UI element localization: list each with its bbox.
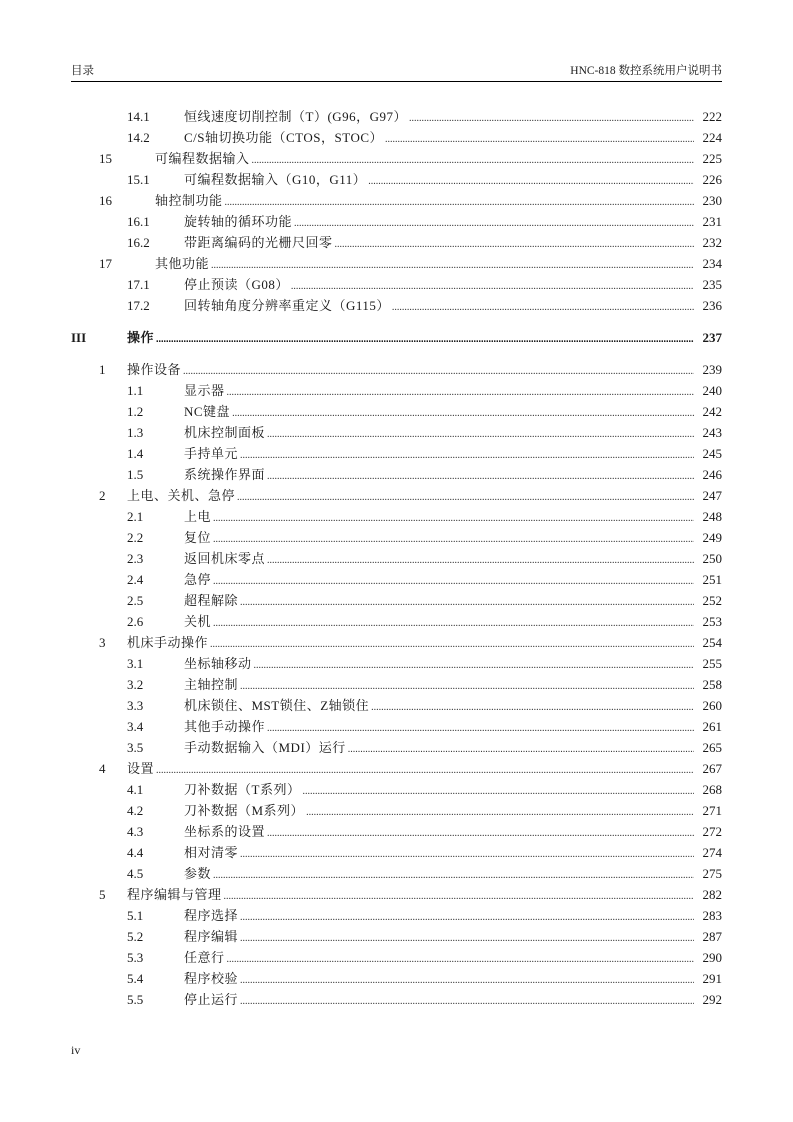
toc-entry-title-wrap <box>184 506 694 529</box>
toc-entry-title-wrap <box>184 169 694 192</box>
toc-entry-number: 3.5 <box>127 740 144 755</box>
toc-dot-leader <box>227 382 694 403</box>
toc-entry-title-wrap <box>184 380 694 403</box>
toc-entry-number: 5.5 <box>127 992 144 1007</box>
toc-entry-title-wrap <box>184 863 694 886</box>
toc-entry-page: 242 <box>702 404 722 419</box>
toc-section-entry[interactable] <box>71 422 722 443</box>
toc-entry-title: 程序编辑与管理 <box>127 884 224 905</box>
toc-dot-leader <box>306 802 694 823</box>
toc-entry-title-wrap <box>184 737 694 760</box>
toc-entry-title: 坐标系的设置 <box>184 821 267 842</box>
toc-entry-page: 274 <box>702 845 722 860</box>
toc-dot-leader <box>213 529 694 550</box>
toc-entry-title-wrap <box>184 548 694 571</box>
toc-entry-title: 操作设备 <box>127 359 183 380</box>
toc-entry-title: 机床锁住、MST锁住、Z轴锁住 <box>184 695 371 716</box>
toc-section-entry[interactable] <box>71 274 722 295</box>
toc-entry-number: 1.2 <box>127 404 144 419</box>
toc-dot-leader <box>240 445 694 466</box>
toc-entry-number: 3.4 <box>127 719 144 734</box>
toc-entry-title: 坐标轴移动 <box>184 653 254 674</box>
toc-entry-page: 247 <box>702 488 722 503</box>
toc-entry-title: 操作 <box>127 327 156 348</box>
toc-section-entry[interactable] <box>71 548 722 569</box>
toc-dot-leader <box>392 297 694 318</box>
toc-entry-title-wrap <box>184 800 694 823</box>
toc-entry-title: 其他功能 <box>155 253 211 274</box>
toc-entry-title: 手持单元 <box>184 443 240 464</box>
toc-entry-title-wrap <box>184 611 694 634</box>
toc-dot-leader <box>210 634 694 655</box>
toc-entry-title-wrap <box>184 905 694 928</box>
toc-dot-leader <box>213 571 694 592</box>
toc-entry-number: 4.5 <box>127 866 144 881</box>
toc-entry-page: 272 <box>702 824 722 839</box>
toc-entry-page: 258 <box>702 677 722 692</box>
toc-section-entry[interactable] <box>71 506 722 527</box>
toc-entry-page: 224 <box>702 130 722 145</box>
toc-entry-title: 其他手动操作 <box>184 716 267 737</box>
toc-entry-title: 超程解除 <box>184 590 240 611</box>
toc-section-entry[interactable] <box>71 737 722 758</box>
toc-entry-title: 带距离编码的光栅尺回零 <box>184 232 335 253</box>
toc-entry-page: 234 <box>702 256 722 271</box>
toc-entry-number: 17 <box>99 256 112 271</box>
toc-dot-leader <box>409 108 694 129</box>
toc-entry-number: 5.4 <box>127 971 144 986</box>
toc-entry-title: NC键盘 <box>184 401 232 422</box>
toc-section-entry[interactable] <box>71 211 722 232</box>
toc-entry-page: 290 <box>702 950 722 965</box>
toc-entry-title: 上电 <box>184 506 213 527</box>
toc-entry-number: 16 <box>99 193 112 208</box>
toc-dot-leader <box>156 329 694 350</box>
toc-entry-page: 248 <box>702 509 722 524</box>
toc-entry-title: 刀补数据（T系列） <box>184 779 302 800</box>
toc-section-entry[interactable] <box>71 674 722 695</box>
toc-entry-title-wrap <box>127 359 694 382</box>
toc-chapter-entry[interactable] <box>71 359 722 380</box>
toc-entry-page: 253 <box>702 614 722 629</box>
toc-section-entry[interactable] <box>71 169 722 190</box>
toc-chapter-entry[interactable] <box>71 884 722 905</box>
toc-entry-title-wrap <box>184 464 694 487</box>
toc-dot-leader <box>368 171 694 192</box>
toc-dot-leader <box>232 403 694 424</box>
toc-entry-title-wrap <box>184 590 694 613</box>
toc-dot-leader <box>156 760 694 781</box>
toc-entry-page: 245 <box>702 446 722 461</box>
toc-dot-leader <box>225 192 694 213</box>
toc-entry-page: 291 <box>702 971 722 986</box>
toc-dot-leader <box>294 213 694 234</box>
toc-entry-page: 252 <box>702 593 722 608</box>
toc-entry-title-wrap <box>184 989 694 1012</box>
toc-entry-title-wrap <box>184 653 694 676</box>
toc-entry-title: 复位 <box>184 527 213 548</box>
toc-dot-leader <box>335 234 694 255</box>
toc-entry-title: 参数 <box>184 863 213 884</box>
toc-entry-number: 14.1 <box>127 109 150 124</box>
toc-dot-leader <box>371 697 694 718</box>
toc-entry-number: 4.1 <box>127 782 144 797</box>
toc-entry-title: C/S轴切换功能（CTOS，STOC） <box>184 127 385 148</box>
toc-entry-number: 5.3 <box>127 950 144 965</box>
toc-entry-title-wrap <box>184 106 694 129</box>
toc-entry-number: 14.2 <box>127 130 150 145</box>
toc-entry-title: 手动数据输入（MDI）运行 <box>184 737 348 758</box>
toc-section-entry[interactable] <box>71 947 722 968</box>
toc-section-entry[interactable] <box>71 611 722 632</box>
toc-part-entry[interactable] <box>71 327 722 348</box>
toc-section-entry[interactable] <box>71 106 722 127</box>
toc-entry-title: 可编程数据输入 <box>155 148 252 169</box>
toc-entry-number: 3.1 <box>127 656 144 671</box>
toc-entry-number: 15 <box>99 151 112 166</box>
toc-chapter-entry[interactable] <box>71 632 722 653</box>
toc-entry-page: 240 <box>702 383 722 398</box>
toc-section-entry[interactable] <box>71 968 722 989</box>
toc-entry-number: 1.1 <box>127 383 144 398</box>
toc-section-entry[interactable] <box>71 926 722 947</box>
toc-entry-number: 2.1 <box>127 509 144 524</box>
toc-section-entry[interactable] <box>71 127 722 148</box>
toc-section-entry[interactable] <box>71 653 722 674</box>
toc-entry-number: 3 <box>99 635 106 650</box>
toc-entry-title-wrap <box>184 926 694 949</box>
toc-entry-number: 1 <box>99 362 106 377</box>
toc-dot-leader <box>237 487 694 508</box>
toc-dot-leader <box>211 255 694 276</box>
toc-entry-title: 程序校验 <box>184 968 240 989</box>
toc-entry-title: 任意行 <box>184 947 227 968</box>
toc-entry-page: 235 <box>702 277 722 292</box>
toc-entry-title-wrap <box>184 569 694 592</box>
toc-section-entry[interactable] <box>71 716 722 737</box>
toc-dot-leader <box>252 150 694 171</box>
toc-entry-number: 2.2 <box>127 530 144 545</box>
toc-entry-page: 226 <box>702 172 722 187</box>
toc-entry-title-wrap <box>184 274 694 297</box>
toc-entry-number: 3.3 <box>127 698 144 713</box>
toc-entry-title: 相对清零 <box>184 842 240 863</box>
toc-entry-page: 249 <box>702 530 722 545</box>
toc-dot-leader <box>240 970 694 991</box>
toc-entry-title: 机床控制面板 <box>184 422 267 443</box>
toc-section-entry[interactable] <box>71 800 722 821</box>
toc-entry-title-wrap <box>184 947 694 970</box>
toc-entry-title: 关机 <box>184 611 213 632</box>
toc-entry-title: 系统操作界面 <box>184 464 267 485</box>
toc-section-entry[interactable] <box>71 569 722 590</box>
toc-dot-leader <box>291 276 694 297</box>
toc-entry-number: 17.1 <box>127 277 150 292</box>
toc-entry-number: 16.1 <box>127 214 150 229</box>
toc-section-entry[interactable] <box>71 443 722 464</box>
toc-entry-title-wrap <box>184 211 694 234</box>
toc-entry-page: 282 <box>702 887 722 902</box>
toc-entry-number: 5.1 <box>127 908 144 923</box>
toc-entry-title-wrap <box>184 695 694 718</box>
toc-dot-leader <box>385 129 694 150</box>
toc-entry-number: 4.2 <box>127 803 144 818</box>
toc-entry-number: 4.3 <box>127 824 144 839</box>
page-header <box>71 62 722 82</box>
toc-section-entry[interactable] <box>71 695 722 716</box>
toc-entry-title: 停止运行 <box>184 989 240 1010</box>
toc-dot-leader <box>267 718 694 739</box>
table-of-contents <box>71 106 722 1010</box>
toc-dot-leader <box>267 823 694 844</box>
toc-entry-title: 旋转轴的循环功能 <box>184 211 294 232</box>
toc-entry-title-wrap <box>184 842 694 865</box>
toc-entry-page: 283 <box>702 908 722 923</box>
toc-dot-leader <box>213 865 694 886</box>
toc-chapter-entry[interactable] <box>71 190 722 211</box>
toc-entry-title-wrap <box>184 779 694 802</box>
toc-entry-number: 1.3 <box>127 425 144 440</box>
toc-entry-title-wrap <box>184 716 694 739</box>
toc-entry-title-wrap <box>127 485 694 508</box>
toc-entry-title-wrap <box>184 443 694 466</box>
toc-entry-page: 265 <box>702 740 722 755</box>
toc-entry-title-wrap <box>184 422 694 445</box>
toc-dot-leader <box>213 508 694 529</box>
toc-entry-title-wrap <box>184 295 694 318</box>
header-section-title: 目录 <box>71 65 94 77</box>
toc-entry-page: 239 <box>702 362 722 377</box>
toc-dot-leader <box>267 466 694 487</box>
toc-section-entry[interactable] <box>71 232 722 253</box>
toc-entry-title: 刀补数据（M系列） <box>184 800 306 821</box>
toc-entry-title-wrap <box>184 232 694 255</box>
toc-dot-leader <box>240 844 694 865</box>
toc-dot-leader <box>267 424 694 445</box>
toc-entry-title-wrap <box>184 127 694 150</box>
toc-entry-page: 237 <box>702 330 722 345</box>
toc-entry-title: 急停 <box>184 569 213 590</box>
toc-dot-leader <box>240 928 694 949</box>
toc-entry-page: 230 <box>702 193 722 208</box>
toc-entry-page: 246 <box>702 467 722 482</box>
toc-entry-title-wrap <box>184 527 694 550</box>
toc-section-entry[interactable] <box>71 590 722 611</box>
toc-entry-number: 2.4 <box>127 572 144 587</box>
toc-chapter-entry[interactable] <box>71 148 722 169</box>
toc-entry-number: 1.4 <box>127 446 144 461</box>
toc-entry-number: III <box>71 330 87 345</box>
toc-section-entry[interactable] <box>71 821 722 842</box>
toc-entry-page: 231 <box>702 214 722 229</box>
toc-entry-page: 222 <box>702 109 722 124</box>
toc-entry-page: 287 <box>702 929 722 944</box>
toc-section-entry[interactable] <box>71 779 722 800</box>
toc-entry-title-wrap <box>184 401 694 424</box>
toc-entry-number: 2.5 <box>127 593 144 608</box>
toc-entry-title: 程序选择 <box>184 905 240 926</box>
toc-entry-number: 4 <box>99 761 106 776</box>
toc-entry-title: 程序编辑 <box>184 926 240 947</box>
toc-entry-page: 255 <box>702 656 722 671</box>
toc-entry-page: 271 <box>702 803 722 818</box>
toc-section-entry[interactable] <box>71 842 722 863</box>
toc-section-entry[interactable] <box>71 295 722 316</box>
toc-entry-number: 5.2 <box>127 929 144 944</box>
toc-entry-title-wrap <box>127 327 694 350</box>
toc-entry-title: 恒线速度切削控制（T）(G96，G97） <box>184 106 409 127</box>
toc-entry-title-wrap <box>155 253 694 276</box>
toc-entry-title: 停止预读（G08） <box>184 274 291 295</box>
toc-entry-number: 4.4 <box>127 845 144 860</box>
toc-entry-page: 267 <box>702 761 722 776</box>
toc-entry-title-wrap <box>127 884 694 907</box>
toc-entry-page: 232 <box>702 235 722 250</box>
toc-section-entry[interactable] <box>71 464 722 485</box>
toc-entry-title: 回转轴角度分辨率重定义（G115） <box>184 295 392 316</box>
toc-entry-title-wrap <box>127 632 694 655</box>
toc-dot-leader <box>348 739 694 760</box>
toc-dot-leader <box>240 991 694 1012</box>
toc-entry-title: 显示器 <box>184 380 227 401</box>
toc-entry-page: 225 <box>702 151 722 166</box>
toc-entry-number: 3.2 <box>127 677 144 692</box>
toc-dot-leader <box>240 907 694 928</box>
toc-dot-leader <box>224 886 694 907</box>
toc-entry-number: 17.2 <box>127 298 150 313</box>
toc-dot-leader <box>183 361 694 382</box>
toc-dot-leader <box>213 613 694 634</box>
toc-dot-leader <box>227 949 694 970</box>
header-document-title: HNC-818 数控系统用户说明书 <box>570 65 722 77</box>
toc-entry-number: 1.5 <box>127 467 144 482</box>
toc-entry-page: 236 <box>702 298 722 313</box>
toc-entry-title: 返回机床零点 <box>184 548 267 569</box>
toc-dot-leader <box>240 676 694 697</box>
toc-section-entry[interactable] <box>71 989 722 1010</box>
toc-entry-title: 机床手动操作 <box>127 632 210 653</box>
toc-entry-title: 可编程数据输入（G10，G11） <box>184 169 368 190</box>
toc-section-entry[interactable] <box>71 401 722 422</box>
toc-entry-title-wrap <box>155 190 694 213</box>
toc-dot-leader <box>254 655 694 676</box>
toc-section-entry[interactable] <box>71 380 722 401</box>
toc-section-entry[interactable] <box>71 527 722 548</box>
toc-entry-number: 2 <box>99 488 106 503</box>
toc-section-entry[interactable] <box>71 863 722 884</box>
toc-entry-title-wrap <box>184 968 694 991</box>
toc-entry-title-wrap <box>127 758 694 781</box>
toc-entry-page: 268 <box>702 782 722 797</box>
toc-entry-title-wrap <box>184 674 694 697</box>
toc-dot-leader <box>302 781 694 802</box>
toc-entry-number: 5 <box>99 887 106 902</box>
toc-entry-page: 254 <box>702 635 722 650</box>
toc-entry-number: 2.6 <box>127 614 144 629</box>
page-number: iv <box>71 1043 81 1057</box>
toc-entry-number: 15.1 <box>127 172 150 187</box>
toc-entry-page: 250 <box>702 551 722 566</box>
toc-dot-leader <box>267 550 694 571</box>
toc-section-entry[interactable] <box>71 905 722 926</box>
toc-entry-title: 主轴控制 <box>184 674 240 695</box>
toc-entry-page: 292 <box>702 992 722 1007</box>
toc-entry-page: 260 <box>702 698 722 713</box>
toc-entry-page: 261 <box>702 719 722 734</box>
toc-entry-page: 275 <box>702 866 722 881</box>
toc-entry-number: 2.3 <box>127 551 144 566</box>
toc-chapter-entry[interactable] <box>71 253 722 274</box>
toc-entry-title-wrap <box>155 148 694 171</box>
toc-entry-page: 251 <box>702 572 722 587</box>
toc-entry-title: 设置 <box>127 758 156 779</box>
toc-entry-page: 243 <box>702 425 722 440</box>
toc-chapter-entry[interactable] <box>71 758 722 779</box>
toc-entry-title-wrap <box>184 821 694 844</box>
toc-dot-leader <box>240 592 694 613</box>
toc-entry-title: 轴控制功能 <box>155 190 225 211</box>
toc-entry-number: 16.2 <box>127 235 150 250</box>
toc-entry-title: 上电、关机、急停 <box>127 485 237 506</box>
toc-chapter-entry[interactable] <box>71 485 722 506</box>
